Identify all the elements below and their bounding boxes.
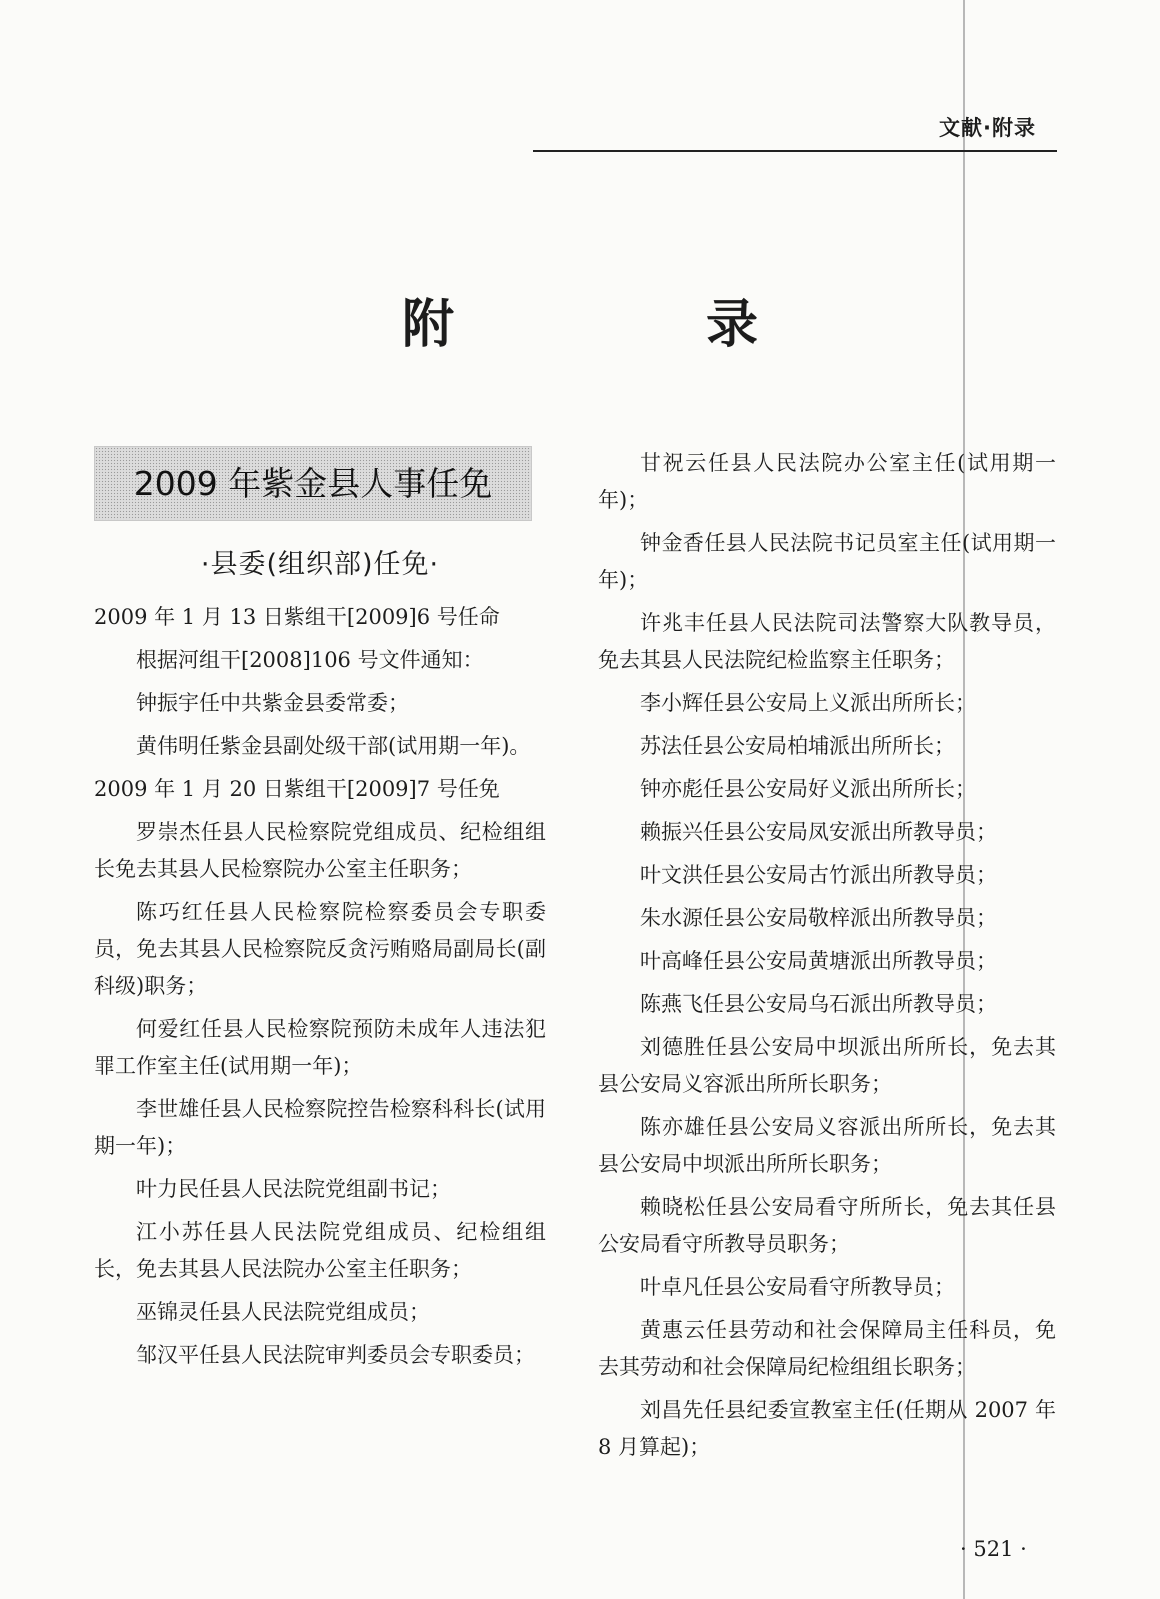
appointment-paragraph: 刘昌先任县纪委宣教室主任(任期从 2007 年 8 月算起)； — [598, 1398, 1056, 1459]
appointment-paragraph: 赖晓松任县公安局看守所所长，免去其任县公安局看守所教导员职务； — [598, 1195, 1056, 1256]
appointment-paragraph: 钟金香任县人民法院书记员室主任(试用期一年)； — [598, 531, 1056, 592]
appointment-paragraph: 陈亦雄任县公安局义容派出所所长，免去其县公安局中坝派出所所长职务； — [598, 1115, 1056, 1176]
left-column — [94, 446, 546, 1380]
appointment-paragraph: 叶力民任县人民法院党组副书记； — [136, 1177, 451, 1201]
appointment-paragraph: 叶卓凡任县公安局看守所教导员； — [640, 1275, 955, 1299]
appointment-paragraph: 许兆丰任县人民法院司法警察大队教导员，免去其县人民法院纪检监察主任职务； — [598, 611, 1056, 672]
right-column — [598, 445, 1056, 1472]
appointment-paragraph: 甘祝云任县人民法院办公室主任(试用期一年)； — [598, 451, 1056, 512]
appointment-paragraph: 根据河组干[2008]106 号文件通知： — [136, 648, 484, 672]
appointment-paragraph: 朱水源任县公安局敬梓派出所教导员； — [640, 906, 997, 930]
appointment-paragraph: 叶高峰任县公安局黄塘派出所教导员； — [640, 949, 997, 973]
appointment-paragraph: 罗崇杰任县人民检察院党组成员、纪检组组长免去其县人民检察院办公室主任职务； — [94, 820, 546, 881]
appointment-paragraph: 邹汉平任县人民法院审判委员会专职委员； — [136, 1343, 535, 1367]
page-number: · 521 · — [960, 1537, 1027, 1561]
section-title: 2009 年紫金县人事任免 — [133, 464, 493, 503]
page-title: 附 录 — [401, 295, 858, 355]
header-rule — [533, 150, 1057, 152]
running-head: 文献·附录 — [939, 116, 1036, 140]
subsection-heading: ·县委(组织部)任免· — [200, 549, 440, 580]
appointment-paragraph: 何爱红任县人民检察院预防未成年人违法犯罪工作室主任(试用期一年)； — [94, 1017, 546, 1078]
appointment-paragraph: 李世雄任县人民检察院控告检察科科长(试用期一年)； — [94, 1097, 546, 1158]
appointment-paragraph: 刘德胜任县公安局中坝派出所所长，免去其县公安局义容派出所所长职务； — [598, 1035, 1056, 1096]
section-title-box — [94, 446, 532, 521]
appointment-paragraph: 陈燕飞任县公安局乌石派出所教导员； — [640, 992, 997, 1016]
appointment-paragraph: 2009 年 1 月 20 日紫组干[2009]7 号任免 — [94, 777, 500, 801]
appointment-paragraph: 叶文洪任县公安局古竹派出所教导员； — [640, 863, 997, 887]
appointment-paragraph: 钟振宇任中共紫金县委常委； — [136, 691, 409, 715]
appointment-paragraph: 巫锦灵任县人民法院党组成员； — [136, 1300, 430, 1324]
appointment-paragraph: 黄惠云任县劳动和社会保障局主任科员，免去其劳动和社会保障局纪检组组长职务； — [598, 1318, 1056, 1379]
appointment-paragraph: 苏法任县公安局柏埔派出所所长； — [640, 734, 955, 758]
appointment-paragraph: 陈巧红任县人民检察院检察委员会专职委员，免去其县人民检察院反贪污贿赂局副局长(副科级)职务； — [94, 900, 546, 998]
appointment-paragraph: 钟亦彪任县公安局好义派出所所长； — [640, 777, 976, 801]
appointment-paragraph: 李小辉任县公安局上义派出所所长； — [640, 691, 976, 715]
appointment-paragraph: 黄伟明任紫金县副处级干部(试用期一年)。 — [136, 734, 531, 758]
appointment-paragraph: 江小苏任县人民法院党组成员、纪检组组长，免去其县人民法院办公室主任职务； — [94, 1220, 546, 1281]
appointment-paragraph: 2009 年 1 月 13 日紫组干[2009]6 号任命 — [94, 605, 500, 629]
left-paragraphs — [94, 599, 546, 1374]
right-paragraphs — [598, 445, 1056, 1466]
appointment-paragraph: 赖振兴任县公安局凤安派出所教导员； — [640, 820, 997, 844]
